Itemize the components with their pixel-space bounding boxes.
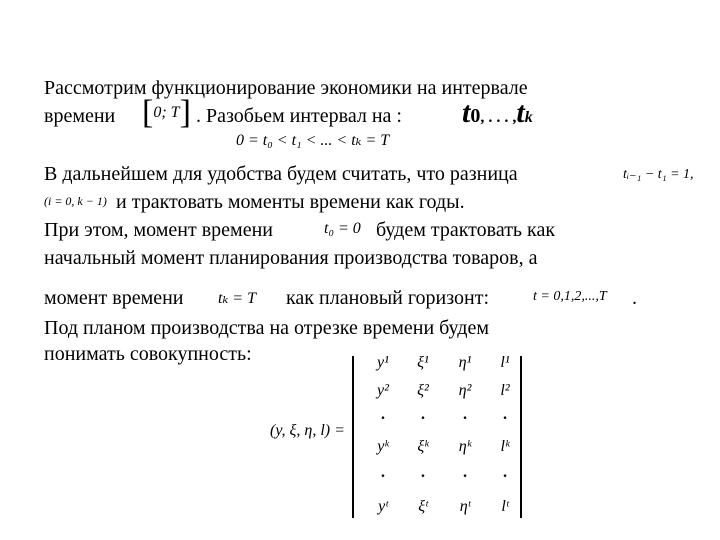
matrix-cell: ηᵗ [459, 498, 471, 515]
chain-formula: 0 = t₀ < t₁ < ... < tₖ = T [236, 132, 390, 149]
t0-formula: t₀ = 0 [324, 220, 361, 237]
matrix-dot: . [421, 406, 425, 423]
text-line-7-end: . [632, 287, 637, 309]
matrix-right-bar [520, 356, 522, 518]
text-line-4: и трактовать моменты времени как годы. [116, 191, 465, 213]
points-sep: , . . . , [480, 109, 517, 126]
matrix-cell: ηᵏ [458, 438, 472, 455]
matrix-dot: . [463, 464, 467, 481]
matrix-cell: η¹ [458, 354, 472, 371]
matrix-left-bar [352, 356, 354, 518]
plan-matrix [270, 352, 540, 522]
bracket-open: [ [142, 94, 154, 131]
matrix-cell: y¹ [377, 354, 389, 371]
text-line-9: понимать совокупность: [44, 343, 252, 365]
matrix-cell: lᵏ [500, 438, 510, 455]
matrix-label: (y, ξ, η, l) = [270, 422, 345, 439]
matrix-dot: . [381, 464, 385, 481]
tk-formula: tₖ = T [218, 290, 256, 307]
matrix-cell: ξ² [417, 382, 429, 399]
text-line-5-suffix: будем трактовать как [376, 219, 556, 241]
matrix-cell: l² [500, 382, 510, 399]
t0-symbol: t [462, 96, 471, 129]
points-formula [462, 96, 533, 130]
tk-sub: k [524, 109, 533, 126]
text-line-3: В дальнейшем для удобства будем считать, что разница [44, 163, 518, 185]
bracket-close: ] [179, 94, 191, 131]
text-line-7-prefix: момент времени [44, 287, 184, 309]
matrix-cell: ξᵗ [418, 498, 428, 515]
text-line-2-suffix: . Разобьем интервал на : [196, 105, 402, 127]
matrix-cell: ξᵏ [417, 438, 429, 455]
matrix-cell: y² [377, 382, 389, 399]
matrix-dot: . [503, 406, 507, 423]
matrix-cell: yᵏ [377, 438, 389, 455]
interval-formula [142, 94, 191, 132]
matrix-dot: . [503, 464, 507, 481]
tk-symbol: t [516, 96, 525, 129]
text-line-7-suffix: как плановый горизонт: [286, 287, 490, 309]
matrix-cell: yᵗ [378, 498, 388, 515]
matrix-dot: . [463, 406, 467, 423]
matrix-cell: η² [458, 382, 472, 399]
text-line-6: начальный момент планирования производства товаров, а [44, 247, 538, 269]
text-line-8: Под планом производства на отрезке времени будем [44, 317, 490, 339]
matrix-cell: l¹ [500, 354, 510, 371]
diff-formula: tᵢ₋₁ − t₁ = 1, [623, 167, 694, 182]
matrix-dot: . [381, 406, 385, 423]
text-line-1: Рассмотрим функционирование экономики на интервале [44, 77, 528, 99]
text-line-2-prefix: времени [44, 105, 116, 127]
t0-sub: 0 [470, 105, 481, 127]
matrix-cell: lᵗ [501, 498, 509, 515]
tset-formula: t = 0,1,2,...,T [533, 289, 607, 304]
matrix-dot: . [421, 464, 425, 481]
text-line-5-prefix: При этом, момент времени [44, 219, 273, 241]
matrix-cell: ξ¹ [417, 354, 429, 371]
range-formula: (i = 0, k − 1) [44, 194, 107, 208]
interval-body: 0; T [153, 104, 180, 121]
